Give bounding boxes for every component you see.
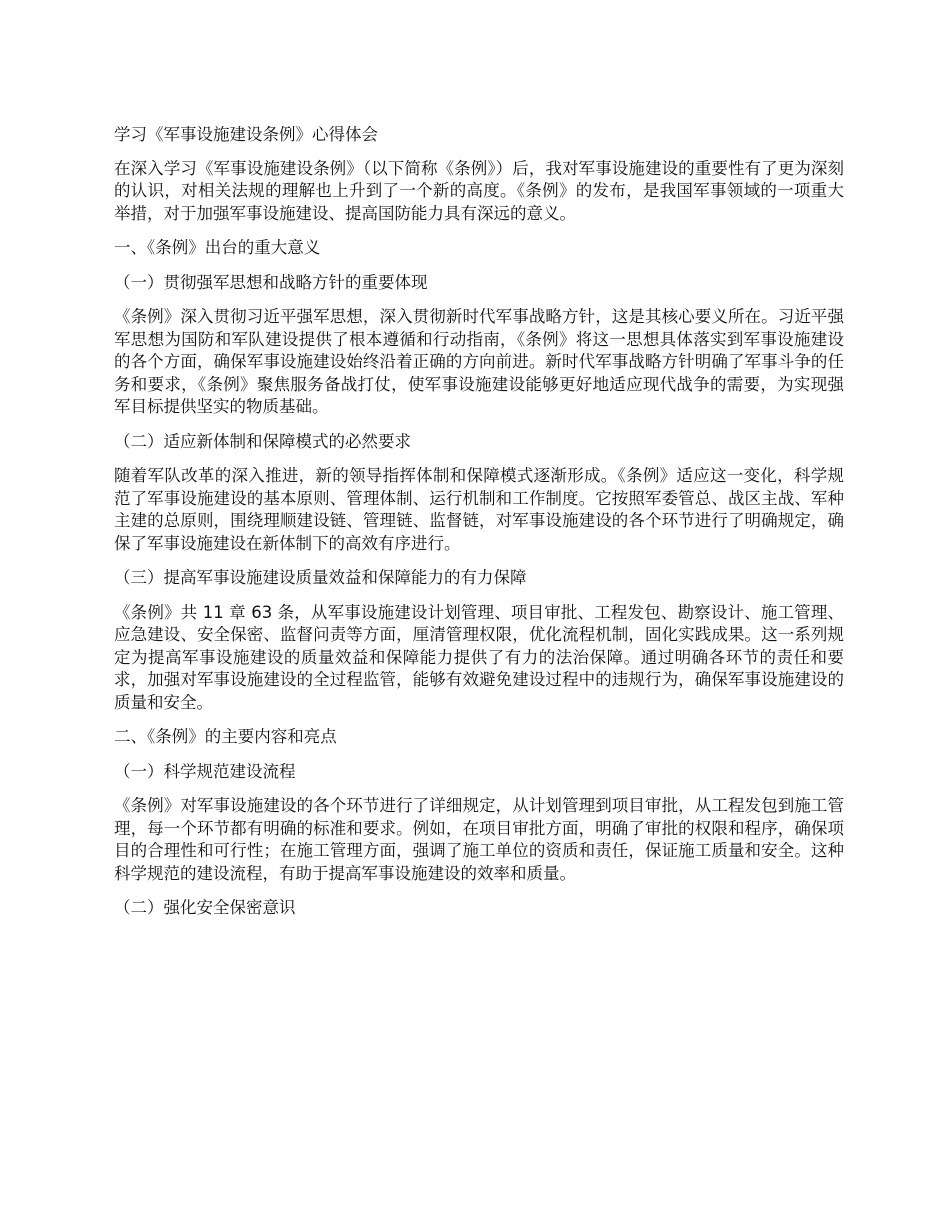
section-1-sub-1-heading: （一）贯彻强军思想和战略方针的重要体现: [114, 272, 428, 292]
section-1-sub-1-paragraph: 《条例》深入贯彻习近平强军思想，深入贯彻新时代军事战略方针，这是其核心要义所在。习近平强军思想为国防和军队建设提供了根本遵循和行动指南，《条例》将这一思想具体落实到军事设施建设的各个方面，确保军事设施建设始终沿着正确的方向前进。新时代军事战略方针明确了军事斗争的任务和要求，《条例》聚焦服务备战打仗，使军事设施建设能够更好地适应现代战争的需要，为实现强军目标提供坚实的物质基础。: [114, 307, 844, 416]
section-2-sub-1-paragraph: 《条例》对军事设施建设的各个环节进行了详细规定，从计划管理到项目审批，从工程发包到施工管理，每一个环节都有明确的标准和要求。例如，在项目审批方面，明确了审批的权限和程序，确保项目的合理性和可行性；在施工管理方面，强调了施工单位的资质和责任，保证施工质量和安全。这种科学规范的建设流程，有助于提高军事设施建设的效率和质量。: [114, 796, 844, 883]
section-1-sub-2-heading: （二）适应新体制和保障模式的必然要求: [114, 431, 411, 451]
section-2-sub-1-heading: （一）科学规范建设流程: [114, 761, 296, 781]
section-2-sub-2-heading: （二）强化安全保密意识: [114, 898, 296, 917]
section-1-sub-3-paragraph: 《条例》共 11 章 63 条，从军事设施建设计划管理、项目审批、工程发包、勘察设计、施工管理、应急建设、安全保密、监督问责等方面，厘清管理权限，优化流程机制，固化实践成果。这一系列规定为提高军事设施建设的质量效益和保障能力提供了有力的法治保障。通过明确各环节的责任和要求，加强对军事设施建设的全过程监管，能够有效避免建设过程中的违规行为，确保军事设施建设的质量和安全。: [114, 602, 844, 712]
document-title: 学习《军事设施建设条例》心得体会: [114, 125, 378, 144]
intro-paragraph: 在深入学习《军事设施建设条例》（以下简称《条例》）后，我对军事设施建设的重要性有了更为深刻的认识，对相关法规的理解也上升到了一个新的高度。《条例》的发布，是我国军事领域的一项重大举措，对于加强军事设施建设、提高国防能力具有深远的意义。: [114, 158, 844, 223]
section-1-sub-3-heading: （三）提高军事设施建设质量效益和保障能力的有力保障: [114, 568, 527, 587]
section-1-heading: 一、《条例》出台的重大意义: [114, 238, 321, 257]
document-page: [114, 124, 844, 932]
section-2-heading: 二、《条例》的主要内容和亮点: [114, 727, 337, 746]
section-1-sub-2-paragraph: 随着军队改革的深入推进，新的领导指挥体制和保障模式逐渐形成。《条例》适应这一变化，科学规范了军事设施建设的基本原则、管理体制、运行机制和工作制度。它按照军委管总、战区主战、军种主建的总原则，围绕理顺建设链、管理链、监督链，对军事设施建设的各个环节进行了明确规定，确保了军事设施建设在新体制下的高效有序进行。: [114, 466, 844, 553]
